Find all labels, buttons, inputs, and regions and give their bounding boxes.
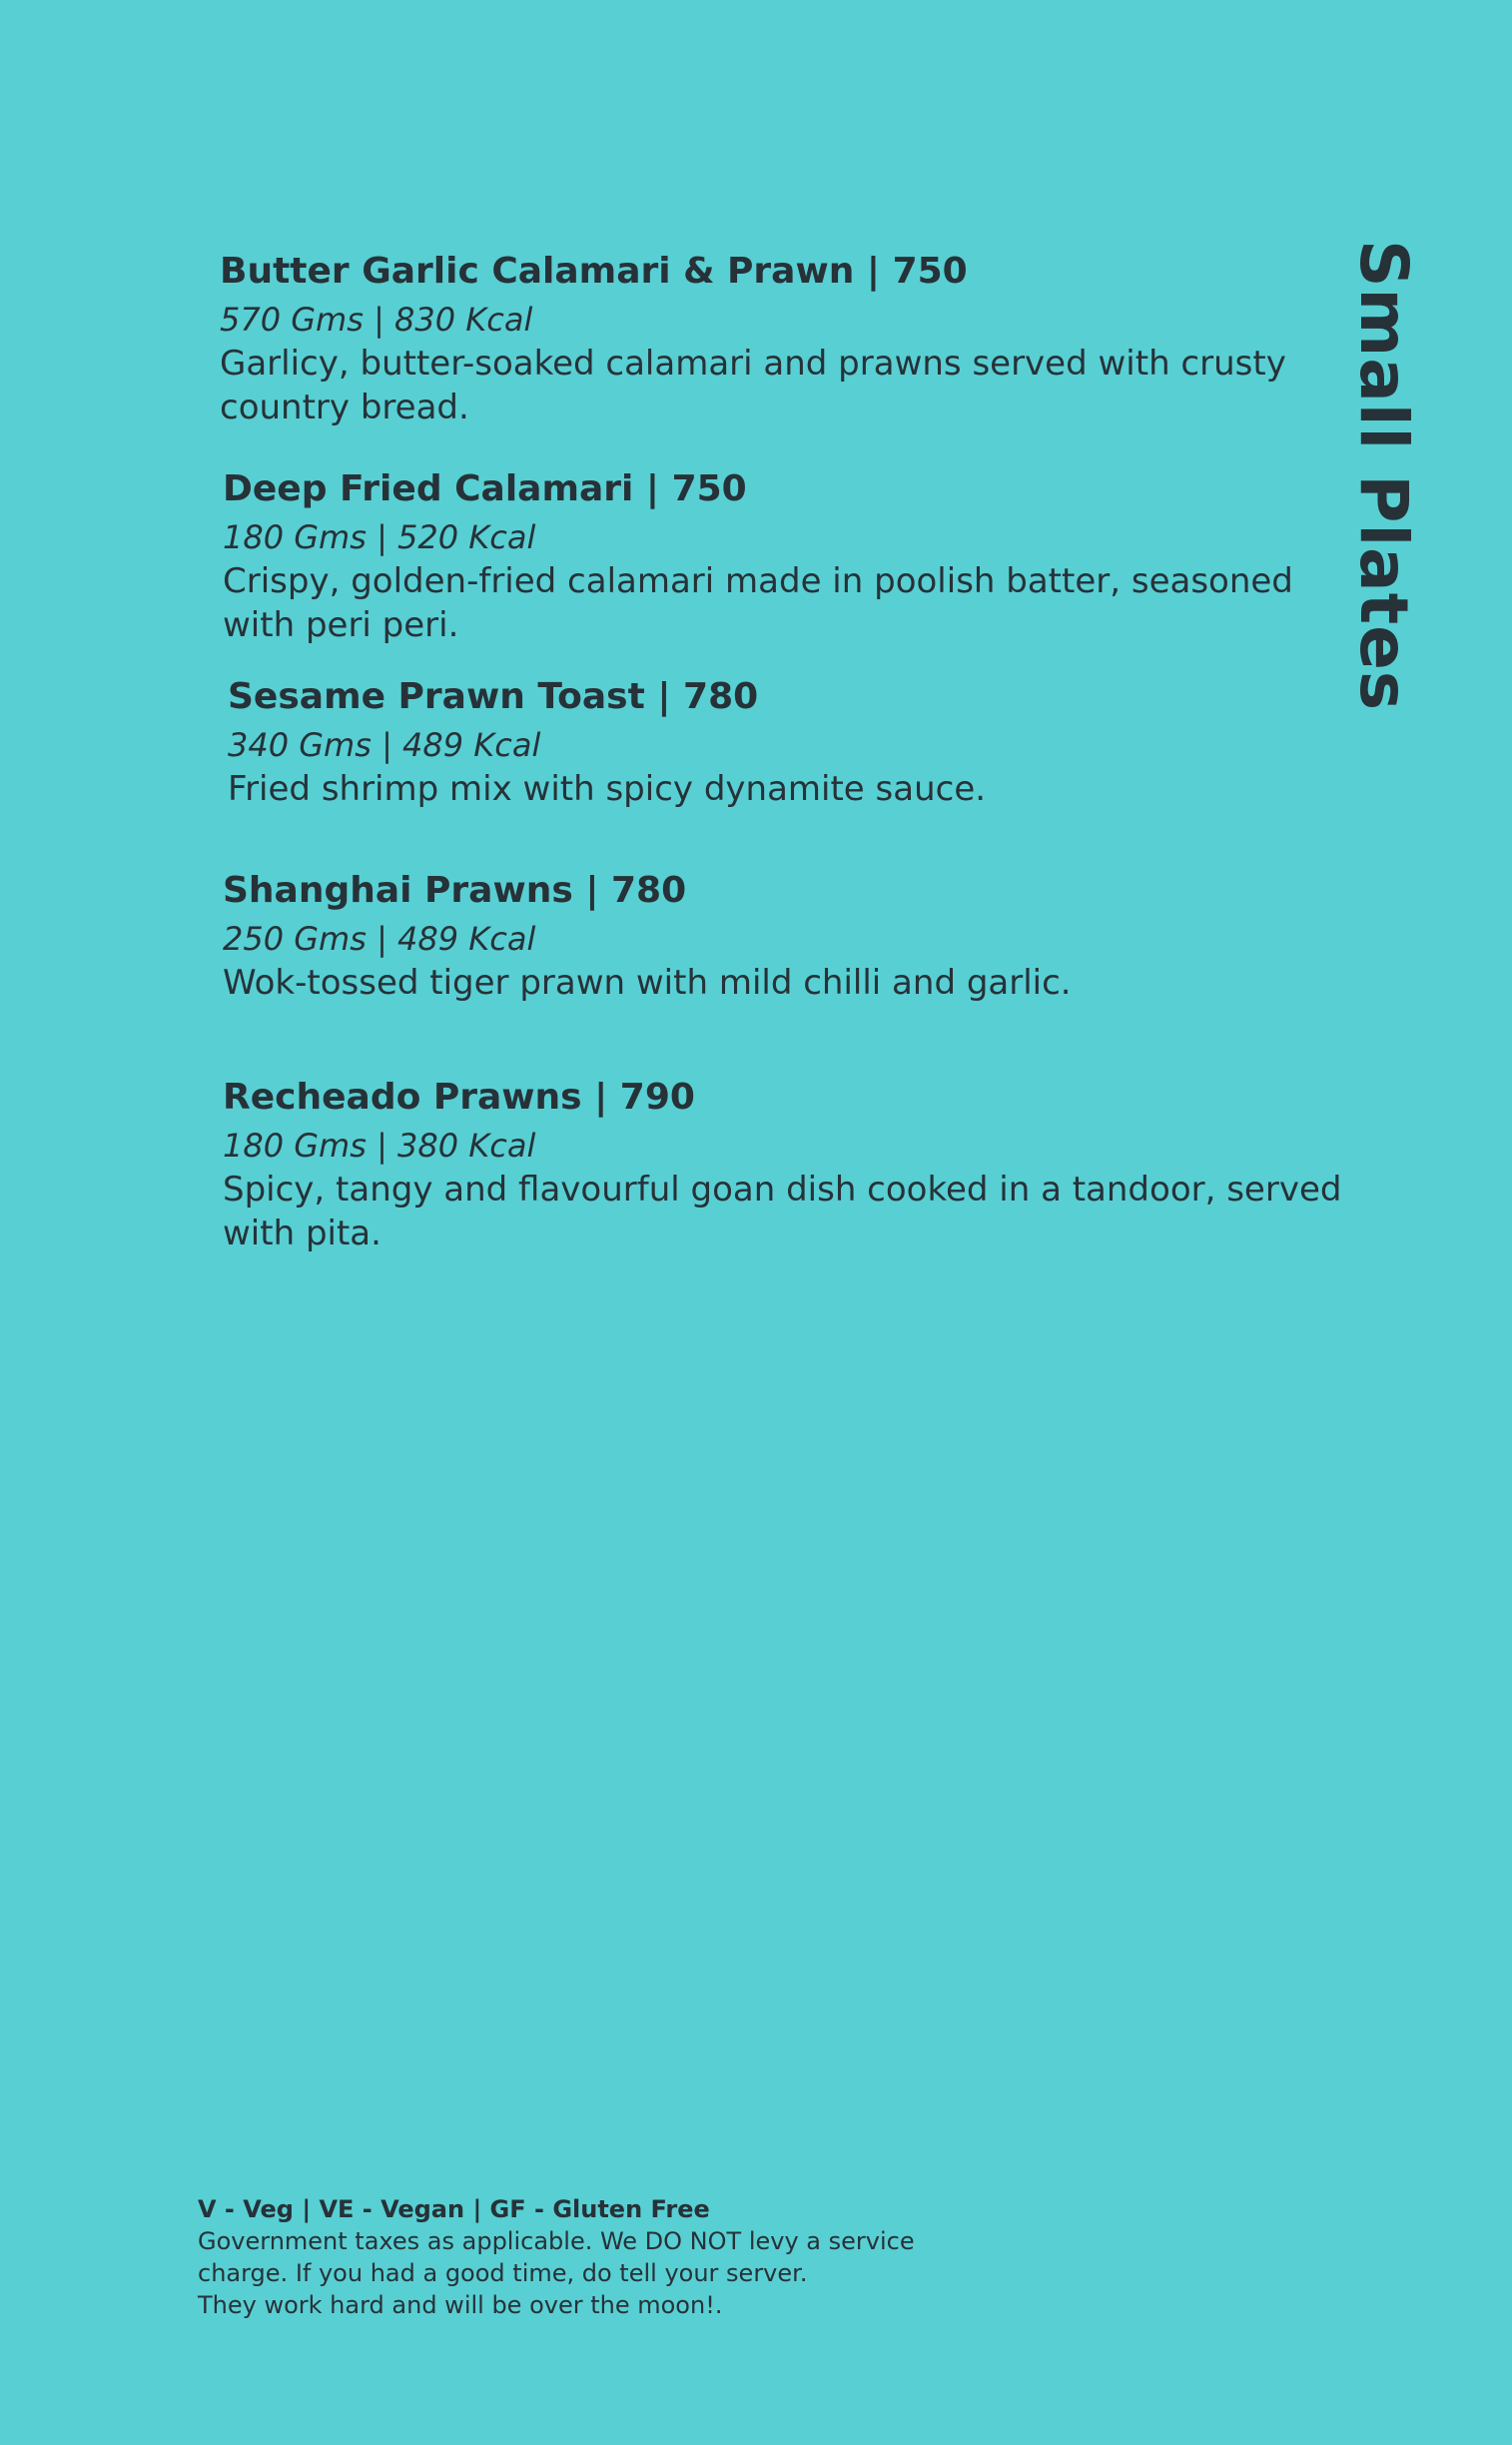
menu-item	[223, 869, 1361, 1005]
item-weight-calories: 180 Gms | 380 Kcal	[223, 1127, 536, 1165]
item-title: Recheado Prawns | 790	[223, 1077, 695, 1118]
item-title: Butter Garlic Calamari & Prawn | 750	[220, 251, 968, 292]
item-title: Shanghai Prawns | 780	[223, 870, 687, 911]
item-description: Garlicy, butter-soaked calamari and prawns served with crusty country bread.	[220, 344, 1286, 427]
footer-notes	[198, 2193, 1017, 2321]
section-title: Small Plates	[1345, 240, 1422, 712]
item-description: Crispy, golden-fried calamari made in poolish batter, seasoned with peri peri.	[223, 561, 1293, 645]
item-weight-calories: 250 Gms | 489 Kcal	[223, 920, 536, 958]
item-description: Spicy, tangy and flavourful goan dish cooked in a tandoor, served with pita.	[223, 1170, 1342, 1253]
item-weight-calories: 570 Gms | 830 Kcal	[220, 301, 533, 339]
menu-item	[220, 250, 1358, 429]
menu-item	[228, 675, 1366, 811]
menu-item	[223, 467, 1361, 647]
item-description: Wok-tossed tiger prawn with mild chilli and garlic.	[223, 963, 1072, 1003]
item-title: Sesame Prawn Toast | 780	[228, 676, 759, 717]
menu-item	[223, 1076, 1361, 1255]
item-description: Fried shrimp mix with spicy dynamite sauce.	[228, 769, 987, 809]
footer-note-line: charge. If you had a good time, do tell your server.	[198, 2259, 808, 2287]
dietary-legend: V - Veg | VE - Vegan | GF - Gluten Free	[198, 2195, 710, 2223]
item-title: Deep Fried Calamari | 750	[223, 468, 747, 509]
item-weight-calories: 180 Gms | 520 Kcal	[223, 518, 536, 556]
footer-note-line: Government taxes as applicable. We DO NOT levy a service	[198, 2227, 915, 2255]
item-weight-calories: 340 Gms | 489 Kcal	[228, 726, 541, 764]
footer-note-line: They work hard and will be over the moon!.	[198, 2291, 723, 2319]
